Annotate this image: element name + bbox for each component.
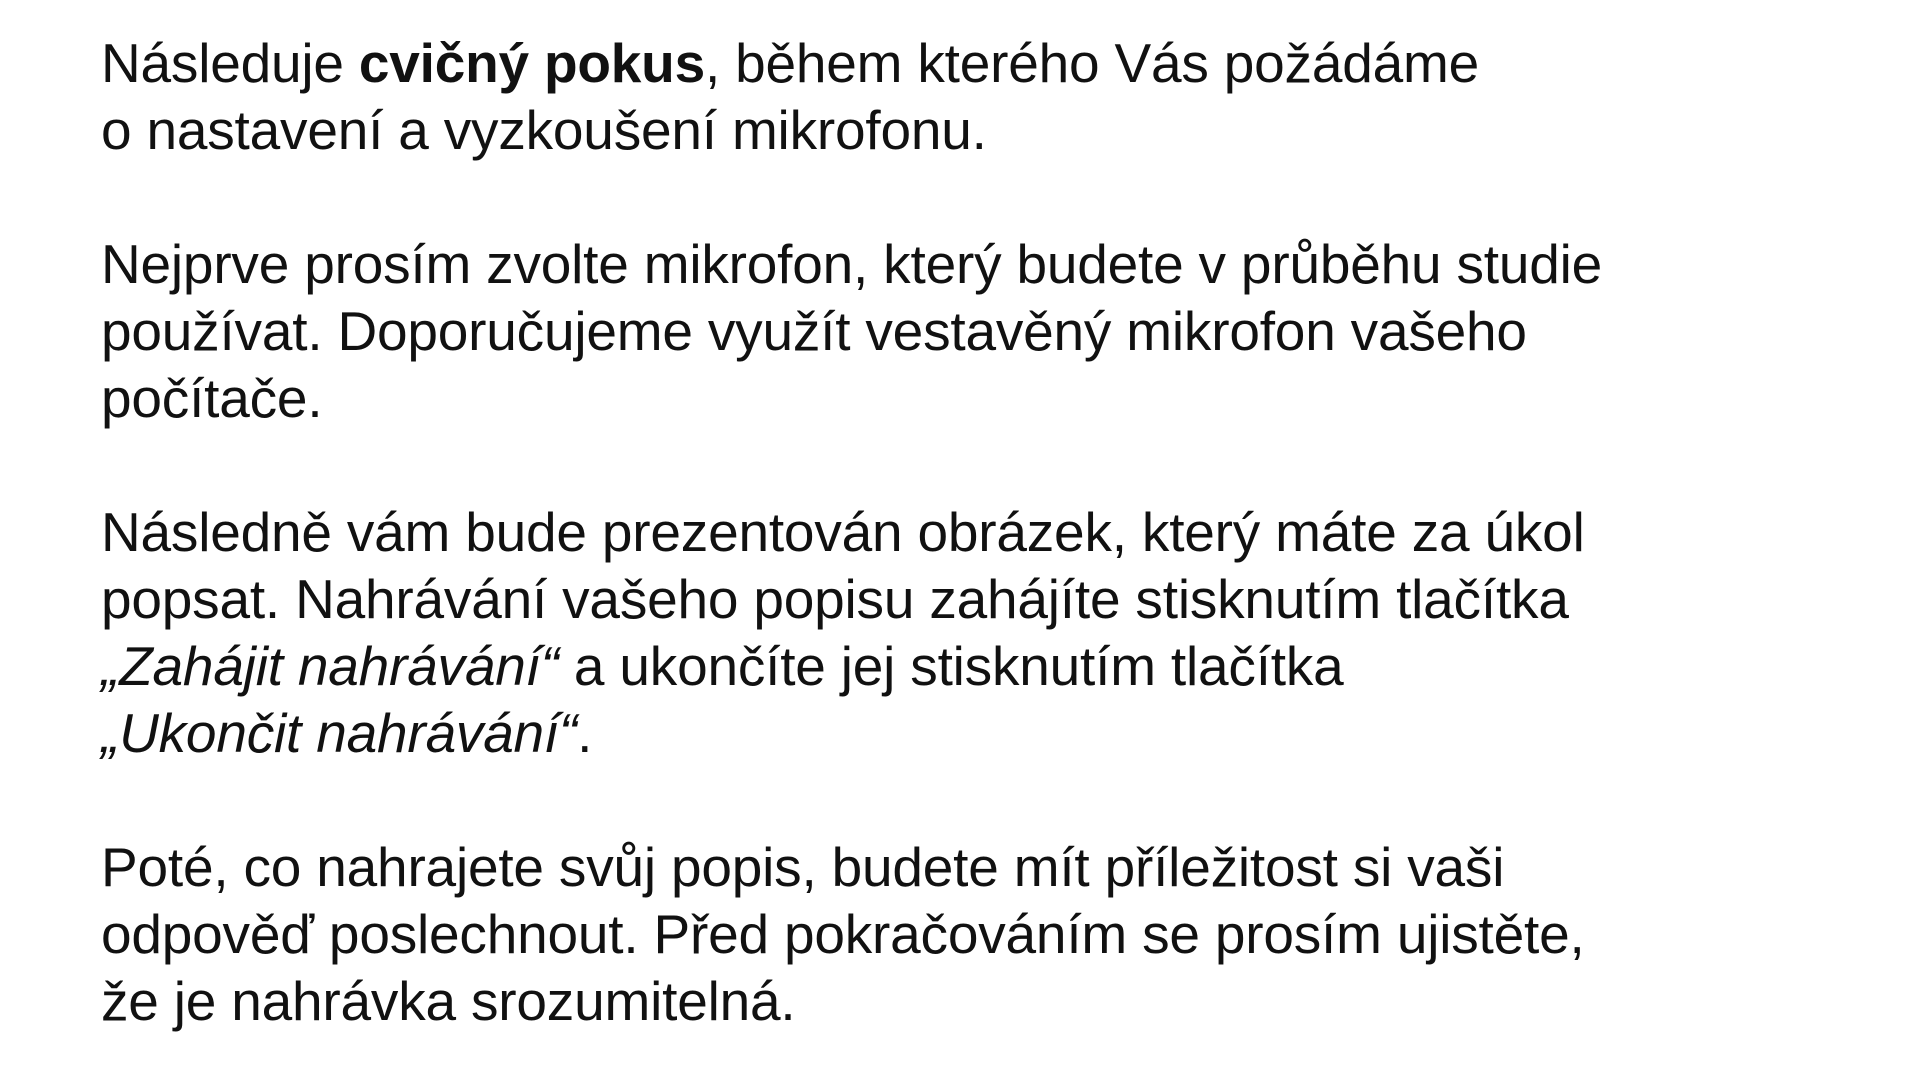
text-line (101, 700, 1861, 767)
start-recording-label: „Zahájit nahrávání“ (101, 635, 559, 697)
text-line: odpověď poslechnout. Před pokračováním se prosím ujistěte, (101, 903, 1585, 965)
practice-trial-emphasis: cvičný pokus (358, 32, 705, 94)
text-line (101, 633, 1861, 700)
instructions-text (101, 30, 1861, 1035)
text-run: . (577, 702, 593, 764)
text-run: , během kterého Vás požádáme (704, 32, 1480, 94)
text-line (101, 30, 1861, 97)
intro-paragraph (101, 30, 1861, 164)
text-line: o nastavení a vyzkoušení mikrofonu. (101, 99, 987, 161)
text-line: používat. Doporučujeme využít vestavěný mikrofon vašeho (101, 300, 1527, 362)
text-line: počítače. (101, 367, 323, 429)
text-line: popsat. Nahrávání vašeho popisu zahájíte stisknutím tlačítka (101, 568, 1569, 630)
text-line: Nejprve prosím zvolte mikrofon, který budete v průběhu studie (101, 233, 1603, 295)
recording-paragraph (101, 499, 1861, 767)
stop-recording-label: „Ukončit nahrávání“ (101, 702, 578, 764)
playback-paragraph (101, 834, 1861, 1035)
text-run: Následuje (101, 32, 359, 94)
text-line: že je nahrávka srozumitelná. (101, 970, 796, 1032)
text-line: Následně vám bude prezentován obrázek, který máte za úkol (101, 501, 1585, 563)
text-run: a ukončíte jej stisknutím tlačítka (558, 635, 1344, 697)
microphone-paragraph (101, 231, 1861, 432)
text-line: Poté, co nahrajete svůj popis, budete mít příležitost si vaši (101, 836, 1505, 898)
